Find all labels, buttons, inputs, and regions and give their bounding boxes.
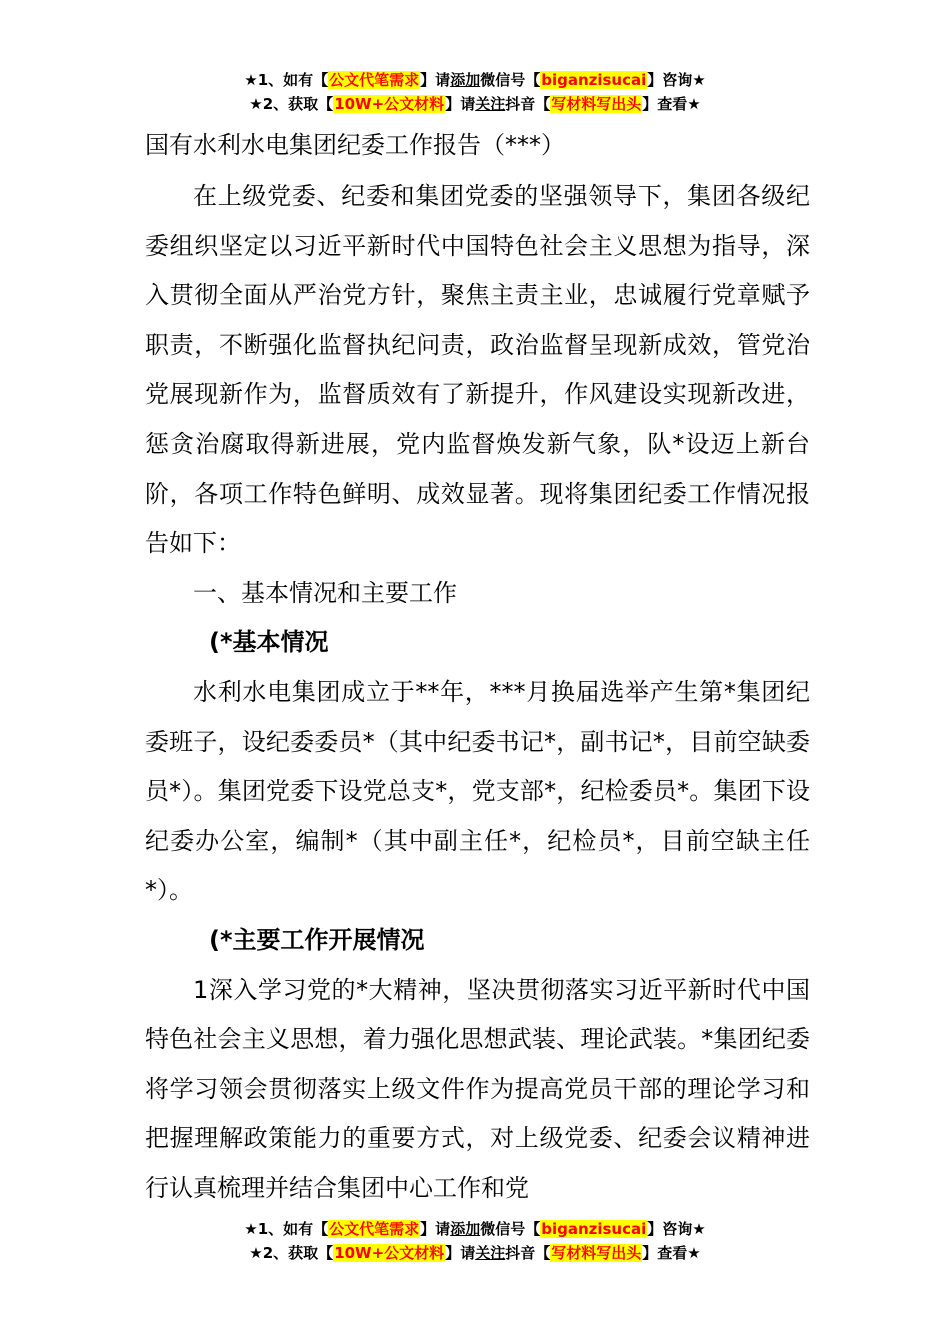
banner-highlight: biganzisucai	[541, 1220, 647, 1238]
banner-underline: 关注	[475, 95, 506, 113]
banner-highlight: 写材料写出头	[551, 1244, 642, 1262]
intro-paragraph: 在上级党委、纪委和集团党委的坚强领导下，集团各级纪委组织坚定以习近平新时代中国特色社会主义思想为指导，深入贯彻全面从严治党方针，聚焦主责主业，忠诚履行党章赋予职责，不断强化监督执纪问责，政治监督呈现新成效，管党治党展现新作为，监督质效有了新提升，作风建设实现新改进，惩贪治腐取得新进展，党内监督焕发新气象，队*设迈上新台阶，各项工作特色鲜明、成效显著。现将集团纪委工作情况报告如下：	[145, 182, 810, 558]
banner-text: 】请	[420, 1220, 451, 1238]
banner-underline: 关注	[475, 1244, 506, 1262]
banner-text: 】请	[445, 1244, 476, 1262]
section-heading-1: 一、基本情况和主要工作	[193, 578, 457, 607]
document-title: 国有水利水电集团纪委工作报告（***）	[145, 131, 565, 159]
banner-underline: 添加	[450, 1220, 481, 1238]
banner-highlight: 写材料写出头	[551, 95, 642, 113]
banner-line-1	[0, 1217, 950, 1241]
banner-text: 抖音【	[505, 1244, 551, 1262]
banner-text: 】请	[445, 95, 476, 113]
banner-line-2	[0, 1241, 950, 1265]
header-banner	[0, 68, 950, 116]
banner-highlight: 10W+公文材料	[334, 95, 445, 113]
banner-text: ★1、如有【	[244, 71, 329, 89]
work-paragraph-1: 1深入学习党的*大精神，坚决贯彻落实习近平新时代中国特色社会主义思想，着力强化思想武装、理论武装。*集团纪委将学习领会贯彻落实上级文件作为提高党员干部的理论学习和把握理解政策能力的重要方式，对上级党委、纪委会议精神进行认真梳理并结合集团中心工作和党	[145, 975, 810, 1202]
banner-line-2	[0, 92, 950, 116]
banner-text: ★1、如有【	[244, 1220, 329, 1238]
banner-text: 微信号【	[480, 71, 541, 89]
banner-highlight: biganzisucai	[541, 71, 647, 89]
subsection-heading-work: (*主要工作开展情况	[209, 925, 425, 954]
banner-underline: 添加	[450, 71, 481, 89]
banner-text: 】查看★	[642, 95, 701, 113]
banner-highlight: 公文代笔需求	[329, 1220, 420, 1238]
footer-banner	[0, 1217, 950, 1265]
banner-text: 抖音【	[505, 95, 551, 113]
banner-text: ★2、获取【	[249, 1244, 334, 1262]
banner-text: 】请	[420, 71, 451, 89]
subsection-heading-basic: (*基本情况	[209, 628, 329, 657]
banner-highlight: 公文代笔需求	[329, 71, 420, 89]
basic-info-paragraph: 水利水电集团成立于**年，***月换届选举产生第*集团纪委班子，设纪委委员*（其中纪委书记*，副书记*，目前空缺委员*）。集团党委下设党总支*，党支部*，纪检委员*。集团下设纪委办公室，编制*（其中副主任*，纪检员*，目前空缺主任*）。	[145, 677, 810, 905]
banner-text: 】咨询★	[647, 1220, 706, 1238]
banner-text: 】咨询★	[647, 71, 706, 89]
banner-text: 】查看★	[642, 1244, 701, 1262]
banner-text: ★2、获取【	[249, 95, 334, 113]
banner-line-1	[0, 68, 950, 92]
banner-highlight: 10W+公文材料	[334, 1244, 445, 1262]
document-body	[145, 124, 810, 1213]
banner-text: 微信号【	[480, 1220, 541, 1238]
